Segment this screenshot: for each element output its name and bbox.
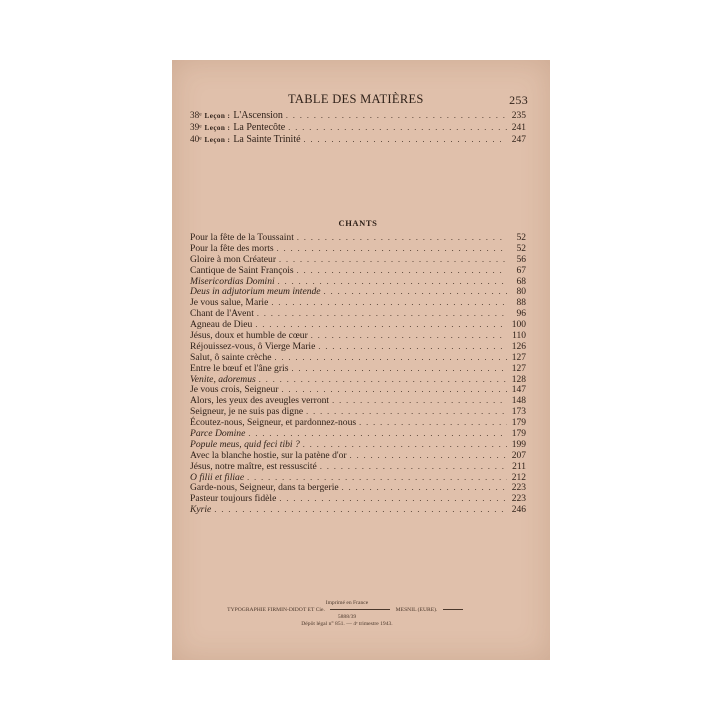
chant-page: 147 (511, 385, 526, 396)
lesson-prefix: Leçon : (204, 124, 231, 132)
imprint-line-2 (222, 607, 472, 621)
chant-title: Jésus, doux et humble de cœur (190, 330, 308, 342)
lesson-title: La Pentecôte (233, 122, 286, 133)
dot-leader (324, 287, 507, 298)
chant-page: 212 (511, 472, 526, 483)
chant-page: 211 (512, 461, 526, 472)
chant-page: 68 (516, 276, 526, 287)
chant-title: Jésus, notre maître, est ressuscité (190, 460, 317, 472)
chant-title: Gloire à mon Créateur (190, 253, 277, 265)
chant-title: Pour la fête des morts (190, 242, 274, 254)
lesson-entry (190, 109, 526, 121)
chant-page: 148 (511, 396, 526, 407)
chant-title: O filii et filiae (190, 471, 245, 483)
dot-leader (359, 418, 507, 429)
imprint-line-1: Imprimé en France (325, 600, 369, 606)
chant-title: Entre le bœuf et l'âne gris (190, 362, 289, 374)
chant-page: 127 (511, 363, 526, 374)
chant-title: Parce Domine (190, 428, 246, 440)
lesson-page: 247 (511, 135, 526, 145)
chant-page: 179 (511, 418, 526, 429)
lesson-prefix: Leçon : (204, 112, 231, 120)
lessons-list (190, 109, 526, 145)
dot-leader (279, 255, 507, 266)
book-page (172, 60, 550, 660)
chant-entry (190, 462, 526, 473)
dot-leader (288, 122, 507, 134)
chant-title: Avec la blanche hostie, sur la patène d'or (190, 449, 347, 461)
chant-title: Garde-nous, Seigneur, dans ta bergerie (190, 482, 339, 494)
chant-page: 223 (511, 483, 526, 494)
dot-leader (271, 298, 507, 309)
imprint-block (222, 600, 472, 628)
dot-leader (350, 451, 507, 462)
chant-page: 126 (511, 341, 526, 352)
chant-entry (190, 266, 526, 277)
imprint-line-3: Dépôt légal n° 851. — 4ᵉ trimestre 1943. (301, 621, 393, 627)
chant-page: 246 (511, 505, 526, 516)
dot-leader (318, 342, 507, 353)
chant-title: Pour la fête de la Toussaint (190, 232, 294, 243)
lesson-number: 40ᵉ (190, 134, 202, 144)
chant-title: Alors, les yeux des aveugles verront (190, 395, 330, 407)
imprint-rule (443, 609, 463, 610)
chant-page: 199 (511, 439, 526, 450)
chant-title: Venite, adoremus (190, 373, 256, 385)
lesson-entry (190, 121, 526, 133)
chant-page: 88 (516, 298, 526, 309)
chant-page: 100 (511, 320, 526, 331)
chant-title: Popule meus, quid feci tibi ? (190, 438, 300, 450)
chant-page: 223 (511, 494, 526, 505)
lesson-page: 241 (511, 123, 526, 133)
lesson-number: 38ᵉ (190, 110, 202, 120)
chant-title: Écoutez-nous, Seigneur, et pardonnez-nous (190, 417, 357, 429)
chant-title: Misericordias Domini (190, 275, 275, 287)
chant-entry (190, 494, 526, 505)
imprint-printer: TYPOGRAPHIE FIRMIN-DIDOT ET Cie. (227, 607, 325, 613)
imprint-code: 5888/39 (337, 614, 357, 620)
chant-page: 207 (511, 450, 526, 461)
chant-page: 96 (516, 309, 526, 320)
dot-leader (311, 331, 507, 342)
chant-page: 52 (516, 233, 526, 243)
chant-title: Deus in adjutorium meum intende (190, 286, 321, 298)
chant-title: Réjouissez-vous, ô Vierge Marie (190, 340, 316, 352)
lesson-page: 235 (511, 111, 526, 121)
chant-page: 67 (516, 265, 526, 276)
imprint-rule (330, 609, 390, 610)
chant-title: Pasteur toujours fidèle (190, 493, 277, 505)
dot-leader (297, 266, 507, 277)
chant-title: Seigneur, je ne suis pas digne (190, 406, 304, 418)
chant-page: 110 (512, 331, 526, 342)
dot-leader (214, 505, 507, 516)
chant-page: 80 (516, 287, 526, 298)
lesson-entry (190, 133, 526, 145)
chant-title: Je vous crois, Seigneur (190, 384, 279, 396)
chant-entry (190, 505, 526, 516)
dot-leader (304, 134, 507, 146)
chant-title: Cantique de Saint François (190, 264, 294, 276)
lesson-number: 39ᵉ (190, 122, 202, 132)
chant-entry (190, 364, 526, 375)
dot-leader (277, 244, 507, 255)
lesson-title: La Sainte Trinité (233, 134, 301, 145)
imprint-place: MESNIL (EURE). (395, 607, 438, 613)
chant-title: Chant de l'Avent (190, 308, 254, 320)
dot-leader (332, 396, 507, 407)
dot-leader (286, 110, 507, 122)
chant-page: 128 (511, 374, 526, 385)
chants-list (190, 233, 526, 516)
dot-leader (291, 364, 507, 375)
lesson-title: L'Ascension (233, 110, 283, 121)
dot-leader (275, 353, 507, 364)
chant-page: 127 (511, 352, 526, 363)
chant-title: Je vous salue, Marie (190, 297, 269, 309)
chant-title: Salut, ô sainte crèche (190, 351, 272, 363)
page-number: 253 (509, 93, 528, 107)
dot-leader (320, 462, 507, 473)
dot-leader (279, 494, 507, 505)
chant-title: Agneau de Dieu (190, 319, 253, 331)
dot-leader (259, 375, 507, 386)
lesson-prefix: Leçon : (204, 136, 231, 144)
page-title: TABLE DES MATIÈRES (288, 92, 424, 106)
chant-page: 179 (511, 429, 526, 440)
page-header (172, 92, 550, 108)
chant-title: Kyrie (190, 504, 212, 516)
chant-page: 56 (516, 254, 526, 265)
chant-page: 173 (511, 407, 526, 418)
dot-leader (342, 483, 507, 494)
dot-leader (257, 309, 507, 320)
chants-heading: CHANTS (338, 218, 378, 228)
dot-leader (297, 233, 507, 244)
chant-page: 52 (516, 243, 526, 254)
